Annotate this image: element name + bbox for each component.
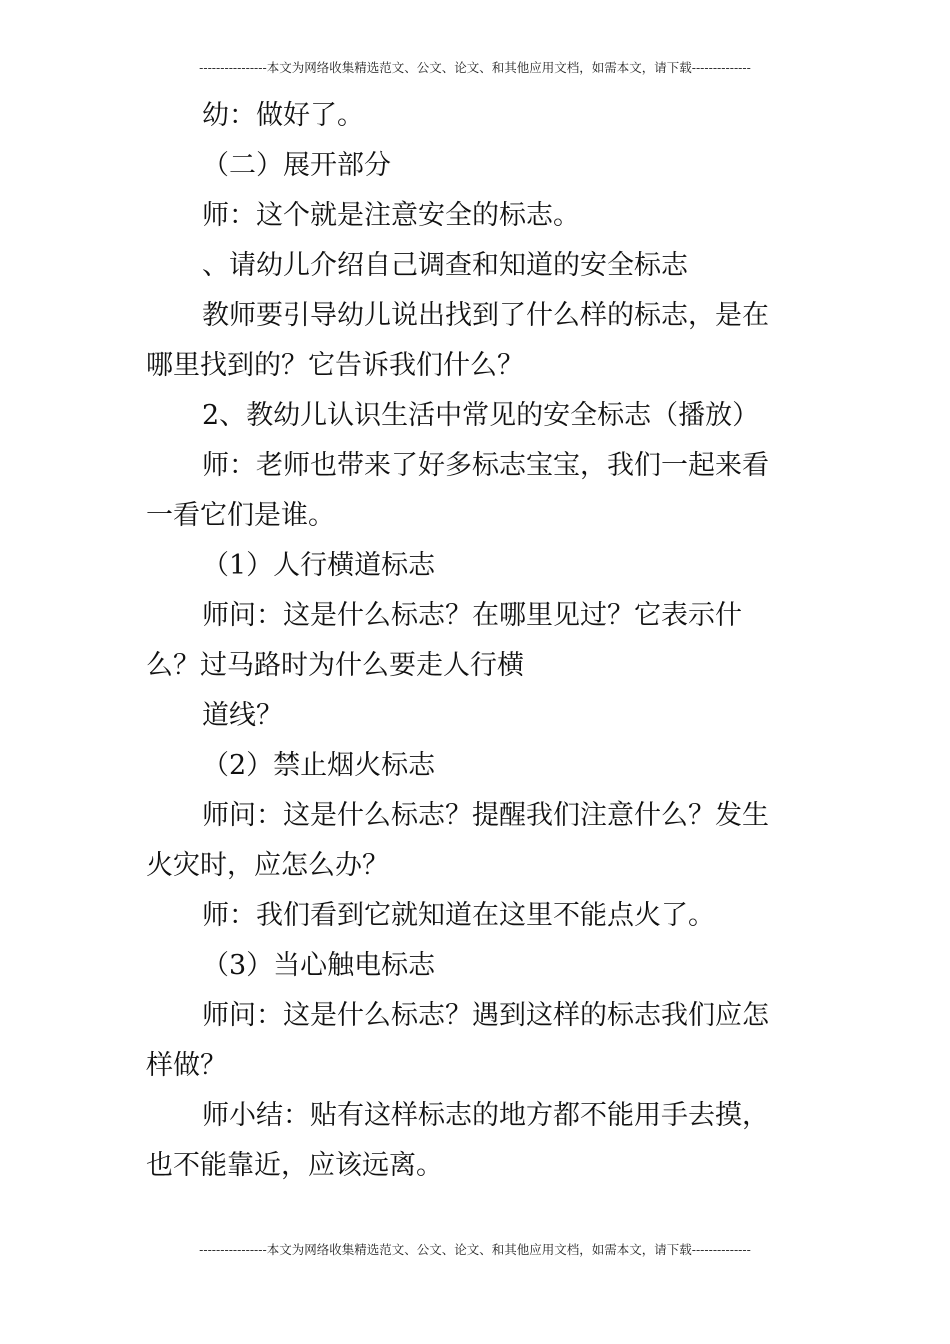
text-line: 一看它们是谁。 xyxy=(146,500,335,531)
text-line: 教师要引导幼儿说出找到了什么样的标志，是在 xyxy=(202,300,769,331)
sub-heading: （3）当心触电标志 xyxy=(202,950,436,981)
text-line: 师问：这是什么标志？遇到这样的标志我们应怎 xyxy=(202,1000,769,1031)
text-line: 2、教幼儿认识生活中常见的安全标志（播放） xyxy=(202,400,760,431)
text-line: 道线？ xyxy=(202,700,283,731)
sub-heading: （1）人行横道标志 xyxy=(202,550,436,581)
text-line: 师：这个就是注意安全的标志。 xyxy=(202,200,580,231)
text-line: 么？过马路时为什么要走人行横 xyxy=(146,650,524,681)
text-line: 师小结：贴有这样标志的地方都不能用手去摸， xyxy=(202,1100,769,1131)
text-line: 师：老师也带来了好多标志宝宝，我们一起来看 xyxy=(202,450,769,481)
text-line: 哪里找到的？它告诉我们什么？ xyxy=(146,350,524,381)
text-line: 、请幼儿介绍自己调查和知道的安全标志 xyxy=(202,250,688,281)
text-line: 师问：这是什么标志？提醒我们注意什么？发生 xyxy=(202,800,769,831)
text-line: 火灾时，应怎么办？ xyxy=(146,850,389,881)
page-footer: ----------------本文为网络收集精选范文、公文、论文、和其他应用文档，如需本文，请下载-------------- xyxy=(199,1242,751,1257)
section-heading: （二）展开部分 xyxy=(202,150,391,181)
sub-heading: （2）禁止烟火标志 xyxy=(202,750,436,781)
text-line: 师问：这是什么标志？在哪里见过？它表示什 xyxy=(202,600,742,631)
page-header: ----------------本文为网络收集精选范文、公文、论文、和其他应用文档，如需本文，请下载-------------- xyxy=(199,60,751,75)
text-line: 样做？ xyxy=(146,1050,227,1081)
text-line: 幼：做好了。 xyxy=(202,100,364,131)
text-line: 师：我们看到它就知道在这里不能点火了。 xyxy=(202,900,715,931)
text-line: 也不能靠近，应该远离。 xyxy=(146,1150,443,1181)
